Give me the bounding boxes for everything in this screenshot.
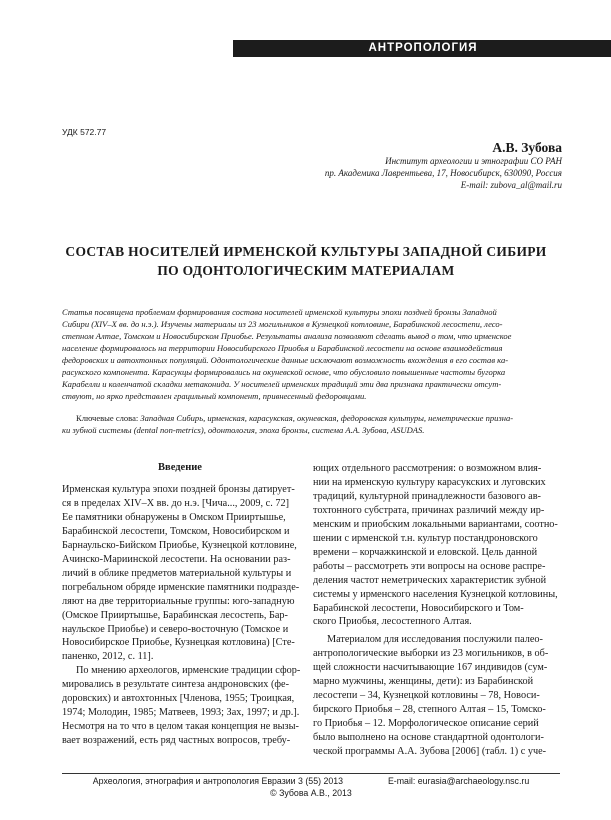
body-line: мировались в результате синтеза андроновских (фе-: [62, 679, 289, 691]
body-line: наульское Приобье) и северо-восточную (Томское и: [62, 623, 289, 635]
body-line: ющих отдельного рассмотрения: о возможном влия-: [313, 463, 542, 474]
abstract-line: ствуют, но ярко представлен грацильный компонент, привнесенный федоровцами.: [62, 391, 367, 402]
body-line: Несмотря на то что в целом такая концепция не вызы-: [62, 721, 299, 733]
body-line: работы – рассмотреть эти вопросы на основе распре-: [313, 560, 546, 572]
udk-code: УДК 572.77: [62, 127, 107, 137]
section-header: АНТРОПОЛОГИЯ: [233, 40, 611, 57]
footer-journal: [62, 776, 560, 786]
body-line: было выполнено на основе стандартной одонтологи-: [313, 732, 544, 744]
body-line: лесостепи – 34, Кузнецкой котловины – 78, Новоси-: [313, 690, 540, 702]
article-title-line-1: СОСТАВ НОСИТЕЛЕЙ ИРМЕНСКОЙ КУЛЬТУРЫ ЗАПАДНОЙ СИБИРИ: [65, 244, 547, 259]
abstract-line: расукского компонента. Карасукцы формировались на окуневской основе, что обусловило повышенные частоты бугорка: [62, 367, 506, 378]
body-line: Ирменская культура эпохи поздней бронзы датирует-: [62, 484, 295, 495]
right-column: [313, 462, 558, 759]
body-line: ского Приобья, лесостепного Алтая.: [313, 616, 472, 628]
keywords: [62, 412, 560, 436]
body-line: Материалом для исследования послужили палео-: [327, 634, 543, 646]
body-line: ляют на две территориальные группы: юго-западную: [62, 595, 295, 607]
body-line: Барабинской лесостепи, Томском, Новосибирском и: [62, 525, 290, 537]
author-affiliation: Институт археологии и этнографии СО РАН: [385, 156, 562, 166]
body-line: Новосибирское Приобье, Кузнецкая котловина) [Сте-: [62, 637, 295, 649]
body-line: менским и приобским локальными вариантами, соотно-: [313, 518, 558, 530]
body-line: щей сложности насчитывающие 167 индивидов (сум-: [313, 662, 548, 674]
author-address: пр. Академика Лаврентьева, 17, Новосибирск, 630090, Россия: [324, 168, 562, 178]
abstract-line: население формировалось на территории Новосибирского Приобья и Барабинской лесостепи на основе взаимодействия: [62, 343, 503, 354]
body-line: традиций, культурной принадлежности базового ав-: [313, 490, 541, 502]
abstract-line: Карабелли и коленчатой складки метаконида. У носителей ирменских традиций эти два признака практически отсут-: [62, 379, 502, 390]
body-line: ческой программы А.А. Зубова [2006] (табл. 1) с уче-: [313, 746, 547, 758]
body-line: погребальном обряде ирменские памятники подразде-: [62, 581, 300, 593]
body-line: личий в облике предметов материальной культуры и: [62, 567, 292, 579]
body-line: системы у ирменского населения Кузнецкой котловины,: [313, 588, 558, 600]
abstract-line: Сибири (XIV–X вв. до н.э.). Изучены материалы из 23 могильников в Кузнецкой котловине, Барабинской лесостепи, лесо-: [62, 319, 503, 330]
journal-citation: Археология, этнография и антропология Евразии 3 (55) 2013: [92, 776, 344, 786]
body-line: По мнению археологов, ирменские традиции сфор-: [76, 665, 301, 677]
body-line: го Приобья – 12. Морфологическое описание серий: [313, 718, 539, 730]
body-line: ся в пределах XIV–X вв. до н.э. [Чича..., 2009, с. 72]: [62, 497, 289, 509]
abstract-line: федоровских и автохтонных популяций. Одонтологические данные исключают возможность вхождения в его состав ка-: [62, 355, 509, 366]
body-line: паненко, 2012, с. 11].: [62, 651, 154, 663]
body-line: 1974; Молодин, 1985; Матвеев, 1993; Зах, 1997; и др.].: [62, 707, 300, 719]
body-line: Барнаульско-Бийском Приобье, Кузнецкой котловине,: [62, 539, 297, 551]
body-line: шении с ирменской т.н. культур постандроновского: [313, 532, 538, 544]
abstract: [62, 306, 560, 402]
keywords-line: Западная Сибирь, ирменская, карасукская, окуневская, федоровская культуры, неметрические призна-: [140, 413, 514, 423]
abstract-line: степном Алтае, Томском и Новосибирском Приобье. Результаты анализа позволяют сделать вывод о том, что ирменское: [62, 331, 512, 342]
body-line: вает возражений, есть ряд частных вопросов, требу-: [62, 735, 291, 747]
body-line: Барабинской лесостепи, Новосибирского и Том-: [313, 602, 524, 614]
section-heading-introduction: Введение: [158, 462, 202, 473]
body-line: времени – корчажкинской и еловской. Цель данной: [313, 546, 538, 558]
keywords-label: Ключевые слова:: [76, 413, 139, 423]
body-line: нии на ирменскую культуру карасукских и луговских: [313, 476, 546, 488]
body-line: Ее памятники обнаружены в Омском Прииртышье,: [62, 511, 286, 523]
left-column: [62, 483, 300, 748]
author-name: А.В. Зубова: [492, 140, 562, 155]
footer-divider: [62, 773, 560, 774]
body-line: деления частот неметрических характеристик зубной: [313, 574, 547, 586]
abstract-line: Статья посвящена проблемам формирования состава носителей ирменской культуры эпохи поздней бронзы Западной: [62, 307, 497, 317]
body-line: бирского Приобья – 28, степного Алтая – 15, Томско-: [313, 704, 546, 716]
article-title-line-2: ПО ОДОНТОЛОГИЧЕСКИМ МАТЕРИАЛАМ: [157, 263, 455, 278]
keywords-line: ки зубной системы (dental non-metrics), одонтология, эпоха бронзы, система А.А. Зубова, ASUDAS.: [62, 425, 425, 436]
body-line: антропологические выборки из 23 могильников, в об-: [313, 648, 549, 660]
body-line: Ачинско-Мариинской лесостепи. На основании раз-: [62, 553, 291, 565]
body-line: марно мужчины, женщины, дети): из Барабинской: [313, 676, 534, 688]
journal-email: E-mail: eurasia@archaeology.nsc.ru: [387, 776, 530, 786]
body-line: тохтонного субстрата, причинах различий между ир-: [313, 504, 545, 516]
body-line: доровских) и автохтонных [Членова, 1955; Троицкая,: [62, 693, 295, 705]
footer-copyright: © Зубова А.В., 2013: [270, 788, 352, 798]
body-line: (Омское Прииртышье, Барабинская лесостепь, Бар-: [62, 609, 288, 621]
author-email: E-mail: zubova_al@mail.ru: [460, 180, 562, 190]
